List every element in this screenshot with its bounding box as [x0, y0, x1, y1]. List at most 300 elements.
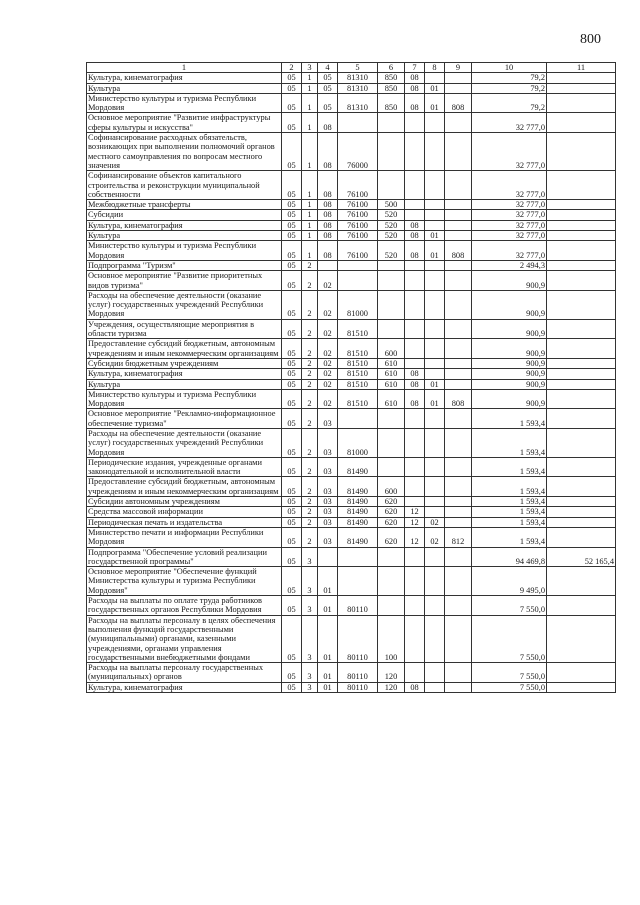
row-amount: 7 550,0 [472, 682, 547, 692]
row-name: Культура, кинематография [87, 73, 282, 83]
row-col-9 [445, 231, 472, 241]
header-cell: 7 [405, 63, 425, 73]
row-col-6 [378, 319, 405, 339]
row-name: Субсидии [87, 210, 282, 220]
row-col-2: 05 [282, 241, 302, 261]
row-col-3: 3 [302, 596, 318, 616]
row-col-7 [405, 457, 425, 477]
row-col-2: 05 [282, 220, 302, 230]
row-name: Софинансирование расходных обязательств, возникающих при выполнении полномочий органов местного самоуправления по вопросам местного значения [87, 133, 282, 171]
row-amount-2 [547, 231, 616, 241]
row-col-2: 05 [282, 339, 302, 359]
row-col-9 [445, 596, 472, 616]
row-col-8: 01 [425, 389, 445, 409]
row-col-9: 808 [445, 93, 472, 113]
row-amount: 900,9 [472, 339, 547, 359]
row-name: Культура [87, 83, 282, 93]
row-col-5: 76100 [338, 171, 378, 200]
row-col-2: 05 [282, 663, 302, 683]
row-col-5 [338, 409, 378, 429]
row-col-7: 08 [405, 93, 425, 113]
row-col-9 [445, 210, 472, 220]
row-col-8 [425, 200, 445, 210]
row-col-2: 05 [282, 547, 302, 567]
row-amount-2 [547, 497, 616, 507]
row-amount-2 [547, 133, 616, 171]
row-col-4: 05 [318, 83, 338, 93]
row-col-2: 05 [282, 93, 302, 113]
row-col-2: 05 [282, 567, 302, 596]
row-col-6: 600 [378, 477, 405, 497]
table-row [87, 507, 616, 517]
row-col-3: 2 [302, 517, 318, 527]
row-amount-2 [547, 260, 616, 270]
row-col-6 [378, 428, 405, 457]
row-col-9 [445, 369, 472, 379]
row-amount: 32 777,0 [472, 220, 547, 230]
table-row [87, 379, 616, 389]
row-col-2: 05 [282, 210, 302, 220]
row-col-7 [405, 547, 425, 567]
row-col-9 [445, 663, 472, 683]
row-col-9: 812 [445, 527, 472, 547]
row-col-4: 02 [318, 319, 338, 339]
row-col-3: 2 [302, 507, 318, 517]
table-row [87, 596, 616, 616]
row-col-4: 02 [318, 339, 338, 359]
row-col-7 [405, 200, 425, 210]
row-col-3: 2 [302, 457, 318, 477]
row-col-9 [445, 260, 472, 270]
row-col-9 [445, 133, 472, 171]
row-amount-2 [547, 507, 616, 517]
row-col-6: 610 [378, 369, 405, 379]
row-amount-2 [547, 200, 616, 210]
row-col-6: 520 [378, 231, 405, 241]
row-amount-2 [547, 210, 616, 220]
row-col-7: 12 [405, 517, 425, 527]
row-col-9: 808 [445, 389, 472, 409]
row-col-5: 76100 [338, 231, 378, 241]
header-cell: 2 [282, 63, 302, 73]
row-col-4: 08 [318, 231, 338, 241]
row-amount-2 [547, 596, 616, 616]
row-col-7: 08 [405, 379, 425, 389]
row-name: Культура [87, 231, 282, 241]
row-col-6: 620 [378, 517, 405, 527]
table-row [87, 497, 616, 507]
row-col-4: 03 [318, 497, 338, 507]
row-col-6 [378, 290, 405, 319]
table-row [87, 200, 616, 210]
row-name: Расходы на выплаты по оплате труда работников государственных органов Республики Мордовия [87, 596, 282, 616]
row-col-9 [445, 319, 472, 339]
table-row [87, 319, 616, 339]
table-row [87, 615, 616, 662]
row-col-4: 01 [318, 567, 338, 596]
row-amount-2 [547, 663, 616, 683]
row-col-6: 610 [378, 358, 405, 368]
row-col-2: 05 [282, 389, 302, 409]
table-body [87, 73, 616, 693]
row-amount-2 [547, 409, 616, 429]
row-col-8 [425, 260, 445, 270]
row-col-6 [378, 409, 405, 429]
row-amount: 7 550,0 [472, 663, 547, 683]
row-amount-2 [547, 379, 616, 389]
row-col-8 [425, 220, 445, 230]
header-cell: 1 [87, 63, 282, 73]
row-col-9 [445, 220, 472, 230]
header-cell: 3 [302, 63, 318, 73]
row-col-4: 08 [318, 171, 338, 200]
row-col-8 [425, 339, 445, 359]
table-row [87, 477, 616, 497]
row-col-4: 08 [318, 220, 338, 230]
row-col-3: 1 [302, 220, 318, 230]
row-name: Культура, кинематография [87, 369, 282, 379]
row-name: Периодическая печать и издательства [87, 517, 282, 527]
row-col-3: 1 [302, 210, 318, 220]
row-col-8: 01 [425, 241, 445, 261]
row-col-4: 03 [318, 477, 338, 497]
row-col-2: 05 [282, 457, 302, 477]
row-col-9 [445, 615, 472, 662]
row-amount: 900,9 [472, 389, 547, 409]
row-col-8 [425, 596, 445, 616]
row-col-7 [405, 358, 425, 368]
row-col-3: 3 [302, 682, 318, 692]
table-row [87, 527, 616, 547]
table-row [87, 113, 616, 133]
row-amount: 79,2 [472, 83, 547, 93]
row-col-8 [425, 290, 445, 319]
row-col-8 [425, 477, 445, 497]
row-col-3: 1 [302, 93, 318, 113]
table-row [87, 457, 616, 477]
row-col-7: 08 [405, 369, 425, 379]
row-amount-2 [547, 171, 616, 200]
row-amount-2 [547, 358, 616, 368]
row-col-5 [338, 113, 378, 133]
row-col-5: 81000 [338, 428, 378, 457]
table-row [87, 409, 616, 429]
row-col-3: 2 [302, 260, 318, 270]
row-col-3: 2 [302, 477, 318, 497]
row-col-7: 08 [405, 83, 425, 93]
row-col-5: 81310 [338, 73, 378, 83]
row-col-6: 100 [378, 615, 405, 662]
row-col-6: 850 [378, 93, 405, 113]
table-row [87, 339, 616, 359]
table-row [87, 133, 616, 171]
row-col-2: 05 [282, 369, 302, 379]
row-col-6: 850 [378, 83, 405, 93]
row-col-3: 3 [302, 615, 318, 662]
row-col-5: 81490 [338, 457, 378, 477]
row-col-5: 81510 [338, 379, 378, 389]
row-col-2: 05 [282, 73, 302, 83]
row-amount-2 [547, 339, 616, 359]
row-col-2: 05 [282, 271, 302, 291]
row-col-5: 81490 [338, 497, 378, 507]
row-col-3: 2 [302, 369, 318, 379]
row-col-5: 76100 [338, 200, 378, 210]
row-col-9 [445, 507, 472, 517]
row-col-5: 76100 [338, 241, 378, 261]
row-col-6: 520 [378, 220, 405, 230]
row-col-2: 05 [282, 260, 302, 270]
row-amount: 94 469,8 [472, 547, 547, 567]
row-col-6 [378, 171, 405, 200]
row-col-7 [405, 428, 425, 457]
row-name: Межбюджетные трансферты [87, 200, 282, 210]
row-amount: 7 550,0 [472, 615, 547, 662]
row-col-2: 05 [282, 497, 302, 507]
row-col-2: 05 [282, 596, 302, 616]
row-col-4: 08 [318, 210, 338, 220]
row-col-9 [445, 457, 472, 477]
table-row [87, 663, 616, 683]
row-col-3: 1 [302, 113, 318, 133]
row-col-8 [425, 133, 445, 171]
row-amount-2 [547, 290, 616, 319]
row-amount: 9 495,0 [472, 567, 547, 596]
row-amount: 32 777,0 [472, 113, 547, 133]
row-col-9 [445, 200, 472, 210]
row-col-7: 12 [405, 527, 425, 547]
row-col-2: 05 [282, 171, 302, 200]
row-col-5: 81490 [338, 517, 378, 527]
row-col-6: 620 [378, 507, 405, 517]
table-row [87, 241, 616, 261]
row-col-5 [338, 547, 378, 567]
row-name: Субсидии автономным учреждениям [87, 497, 282, 507]
row-col-9 [445, 409, 472, 429]
row-col-2: 05 [282, 133, 302, 171]
row-amount-2 [547, 615, 616, 662]
row-col-4: 02 [318, 379, 338, 389]
row-amount: 1 593,4 [472, 527, 547, 547]
row-col-6: 120 [378, 663, 405, 683]
row-col-5: 76000 [338, 133, 378, 171]
row-amount: 32 777,0 [472, 231, 547, 241]
row-col-5: 81000 [338, 290, 378, 319]
row-col-4: 01 [318, 682, 338, 692]
row-col-8 [425, 682, 445, 692]
row-col-7 [405, 567, 425, 596]
row-col-7 [405, 319, 425, 339]
header-row [87, 63, 616, 73]
row-col-8 [425, 615, 445, 662]
table-row [87, 83, 616, 93]
row-col-4: 02 [318, 389, 338, 409]
table-row [87, 271, 616, 291]
row-name: Министерство культуры и туризма Республики Мордовия [87, 93, 282, 113]
row-col-3: 1 [302, 133, 318, 171]
row-col-4: 03 [318, 428, 338, 457]
row-col-5: 81510 [338, 319, 378, 339]
row-col-3: 1 [302, 171, 318, 200]
row-col-9 [445, 73, 472, 83]
row-amount: 1 593,4 [472, 507, 547, 517]
row-col-5: 81490 [338, 477, 378, 497]
row-name: Министерство культуры и туризма Республики Мордовия [87, 241, 282, 261]
row-col-4: 02 [318, 369, 338, 379]
table-row [87, 220, 616, 230]
row-col-3: 2 [302, 527, 318, 547]
row-name: Министерство культуры и туризма Республики Мордовия [87, 389, 282, 409]
row-col-3: 2 [302, 389, 318, 409]
table-row [87, 567, 616, 596]
row-col-7: 12 [405, 507, 425, 517]
row-name: Культура, кинематография [87, 220, 282, 230]
row-col-6: 620 [378, 497, 405, 507]
row-col-7 [405, 663, 425, 683]
header-cell: 11 [547, 63, 616, 73]
row-col-9 [445, 339, 472, 359]
row-amount: 900,9 [472, 319, 547, 339]
row-amount: 79,2 [472, 73, 547, 83]
row-col-4 [318, 547, 338, 567]
row-col-8 [425, 210, 445, 220]
row-col-5: 81510 [338, 389, 378, 409]
row-amount-2 [547, 567, 616, 596]
row-col-8: 02 [425, 517, 445, 527]
row-amount-2 [547, 83, 616, 93]
row-col-3: 2 [302, 290, 318, 319]
row-col-9: 808 [445, 241, 472, 261]
row-col-6 [378, 457, 405, 477]
row-col-4: 03 [318, 517, 338, 527]
header-cell: 6 [378, 63, 405, 73]
row-col-8 [425, 358, 445, 368]
row-col-8 [425, 428, 445, 457]
row-amount: 1 593,4 [472, 497, 547, 507]
row-col-5: 76100 [338, 220, 378, 230]
row-amount: 32 777,0 [472, 241, 547, 261]
row-amount: 1 593,4 [472, 477, 547, 497]
row-col-8: 01 [425, 93, 445, 113]
row-amount: 900,9 [472, 379, 547, 389]
table-row [87, 517, 616, 527]
row-col-9 [445, 271, 472, 291]
row-col-7 [405, 596, 425, 616]
row-col-8 [425, 369, 445, 379]
row-col-7 [405, 615, 425, 662]
row-col-4 [318, 260, 338, 270]
row-col-3: 2 [302, 339, 318, 359]
row-col-9 [445, 83, 472, 93]
row-col-5: 81490 [338, 507, 378, 517]
row-col-6: 850 [378, 73, 405, 83]
row-name: Субсидии бюджетным учреждениям [87, 358, 282, 368]
row-col-2: 05 [282, 477, 302, 497]
header-cell: 4 [318, 63, 338, 73]
row-col-6 [378, 260, 405, 270]
row-amount: 32 777,0 [472, 133, 547, 171]
row-col-8 [425, 567, 445, 596]
row-col-9 [445, 379, 472, 389]
row-amount: 2 494,3 [472, 260, 547, 270]
row-amount-2 [547, 517, 616, 527]
row-col-9 [445, 171, 472, 200]
row-col-3: 2 [302, 497, 318, 507]
page-number: 800 [580, 32, 601, 47]
row-amount-2 [547, 682, 616, 692]
row-col-3: 1 [302, 73, 318, 83]
row-col-5: 81310 [338, 93, 378, 113]
row-col-9 [445, 290, 472, 319]
row-col-7 [405, 260, 425, 270]
row-col-4: 02 [318, 290, 338, 319]
row-amount-2 [547, 428, 616, 457]
row-col-3: 1 [302, 200, 318, 210]
row-col-6: 520 [378, 210, 405, 220]
row-col-2: 05 [282, 113, 302, 133]
row-col-4: 08 [318, 133, 338, 171]
row-amount: 32 777,0 [472, 171, 547, 200]
row-col-8 [425, 73, 445, 83]
row-col-9 [445, 682, 472, 692]
row-col-4: 03 [318, 409, 338, 429]
row-col-9 [445, 567, 472, 596]
row-col-5 [338, 260, 378, 270]
row-col-5 [338, 271, 378, 291]
row-col-4: 01 [318, 596, 338, 616]
row-col-3: 2 [302, 428, 318, 457]
row-col-8 [425, 457, 445, 477]
row-col-2: 05 [282, 290, 302, 319]
row-amount-2 [547, 389, 616, 409]
row-col-2: 05 [282, 379, 302, 389]
row-col-4: 05 [318, 73, 338, 83]
row-col-7 [405, 339, 425, 359]
row-col-4: 03 [318, 527, 338, 547]
row-col-3: 2 [302, 319, 318, 339]
row-col-6 [378, 113, 405, 133]
row-amount: 32 777,0 [472, 200, 547, 210]
row-col-7 [405, 290, 425, 319]
row-col-7 [405, 409, 425, 429]
row-col-7 [405, 477, 425, 497]
row-name: Основное мероприятие "Рекламно-информационное обеспечение туризма" [87, 409, 282, 429]
row-amount: 79,2 [472, 93, 547, 113]
row-name: Периодические издания, учрежденные органами законодательной и исполнительной власти [87, 457, 282, 477]
row-col-8 [425, 113, 445, 133]
row-col-6: 620 [378, 527, 405, 547]
row-col-2: 05 [282, 517, 302, 527]
row-col-7: 08 [405, 241, 425, 261]
row-col-6: 500 [378, 200, 405, 210]
table-row [87, 547, 616, 567]
row-col-4: 03 [318, 457, 338, 477]
table-row [87, 682, 616, 692]
row-col-7: 08 [405, 231, 425, 241]
table-row [87, 231, 616, 241]
row-col-6 [378, 596, 405, 616]
row-col-8 [425, 171, 445, 200]
table-row [87, 93, 616, 113]
row-amount: 900,9 [472, 271, 547, 291]
row-col-2: 05 [282, 409, 302, 429]
row-col-6: 610 [378, 379, 405, 389]
row-col-9 [445, 477, 472, 497]
row-name: Расходы на обеспечение деятельности (оказание услуг) государственных учреждений Республики Мордовия [87, 290, 282, 319]
row-name: Учреждения, осуществляющие мероприятия в области туризма [87, 319, 282, 339]
table-row [87, 210, 616, 220]
row-amount-2 [547, 73, 616, 83]
